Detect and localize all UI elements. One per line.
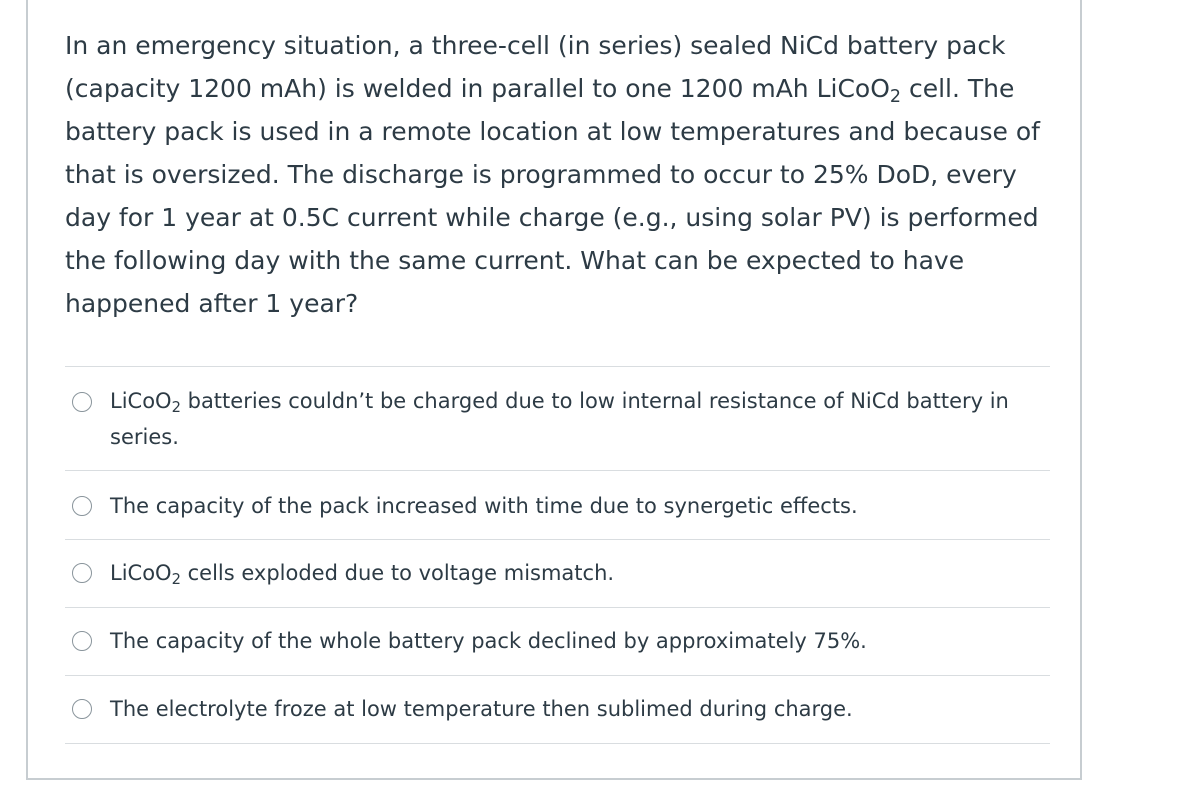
answer-label	[110, 383, 1050, 455]
answer-label	[110, 555, 614, 591]
answer-subscript: 2	[171, 399, 181, 417]
answer-label-part: LiCoO	[110, 561, 172, 585]
radio-button-icon[interactable]	[72, 496, 92, 516]
answer-label	[110, 488, 858, 524]
answer-option-3[interactable]	[65, 539, 1050, 607]
answer-label	[110, 691, 853, 727]
question-text	[65, 24, 1050, 325]
answer-label-part: The capacity of the pack increased with time due to synergetic effects.	[110, 494, 858, 518]
answer-label	[110, 623, 867, 659]
question-subscript: 2	[889, 86, 902, 107]
answer-subscript: 2	[171, 571, 181, 589]
answer-option-5[interactable]	[65, 675, 1050, 744]
question-text-part-1: In an emergency situation, a three-cell (in series) sealed NiCd battery pack (capacity 1200 mAh) is welded in parallel to one 1200 mAh LiCoO	[65, 31, 1006, 103]
answer-label-part: LiCoO	[110, 389, 172, 413]
answer-label-part: The capacity of the whole battery pack declined by approximately 75%.	[110, 629, 867, 653]
answer-label-part: batteries couldn’t be charged due to low internal resistance of NiCd battery in series.	[110, 389, 1009, 449]
answer-option-2[interactable]	[65, 470, 1050, 539]
answer-label-part: cells exploded due to voltage mismatch.	[180, 561, 615, 585]
answer-option-1[interactable]	[65, 366, 1050, 470]
question-card	[26, 0, 1082, 780]
answer-list	[65, 366, 1050, 744]
radio-button-icon[interactable]	[72, 563, 92, 583]
radio-button-icon[interactable]	[72, 392, 92, 412]
radio-button-icon[interactable]	[72, 631, 92, 651]
question-text-part-2: cell. The battery pack is used in a remote location at low temperatures and because of that is oversized. The discharge is programmed to occur to 25% DoD, every day for 1 year at 0.5C current while charge (e.g., using solar PV) is performed the following day with the same current. What can be expected to have happened after 1 year?	[65, 74, 1040, 318]
answer-option-4[interactable]	[65, 607, 1050, 675]
answer-label-part: The electrolyte froze at low temperature then sublimed during charge.	[110, 697, 853, 721]
radio-button-icon[interactable]	[72, 699, 92, 719]
